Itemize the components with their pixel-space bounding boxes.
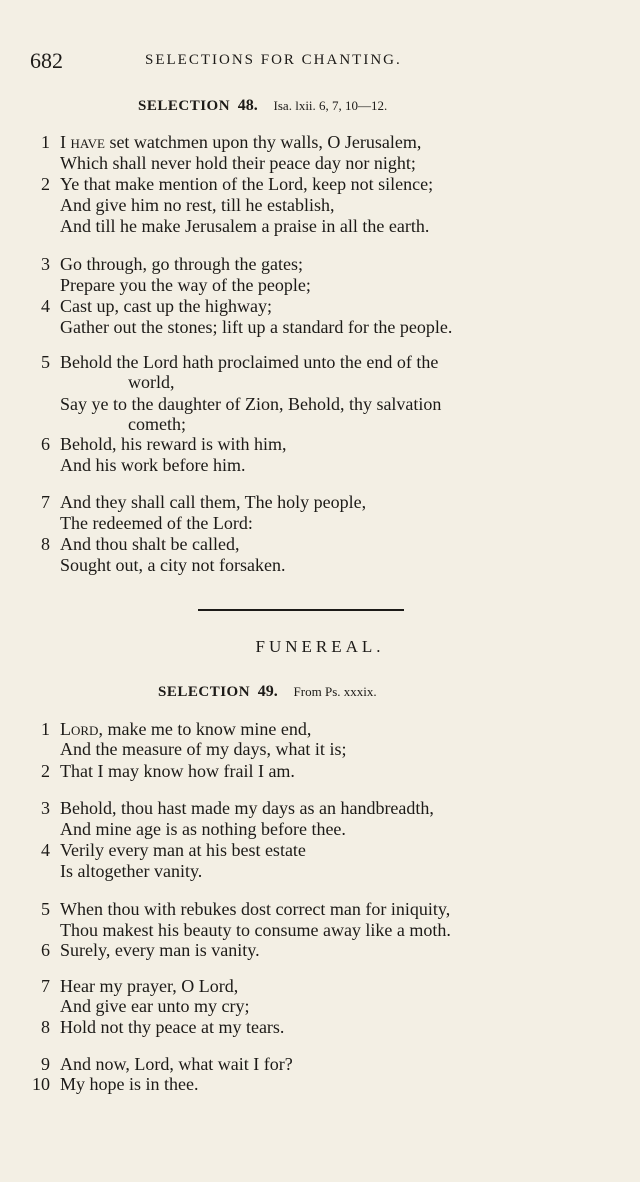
selection-label: SELECTION — [138, 98, 231, 114]
verse-number: 4 — [41, 296, 50, 316]
verse-number: 3 — [41, 254, 50, 274]
verse-text: Say ye to the daughter of Zion, Behold, thy salvation — [60, 394, 442, 414]
verse-text: Ye that make mention of the Lord, keep not silence; — [60, 174, 434, 194]
scripture-reference: Isa. lxii. 6, 7, 10—12. — [273, 98, 388, 113]
verse-text: And now, Lord, what wait I for? — [60, 1054, 293, 1074]
selection-number: 49. — [257, 683, 278, 700]
verse-text: That I may know how frail I am. — [60, 761, 295, 781]
selection-48-heading — [138, 97, 387, 115]
verse-text: Which shall never hold their peace day nor night; — [60, 153, 416, 173]
verse-number: 5 — [41, 352, 50, 372]
verse-text: Thou makest his beauty to consume away like a moth. — [60, 920, 451, 940]
section-title: FUNEREAL. — [255, 637, 385, 656]
verse-number: 9 — [41, 1054, 50, 1074]
verse-text: My hope is in thee. — [60, 1074, 199, 1094]
verse-text: When thou with rebukes dost correct man for iniquity, — [60, 899, 451, 919]
verse-text: Surely, every man is vanity. — [60, 940, 260, 960]
selection-number: 48. — [237, 97, 258, 114]
verse-text-rest: set watchmen upon thy walls, O Jerusalem, — [104, 132, 422, 152]
verse-number: 2 — [41, 761, 50, 781]
verse-number: 3 — [41, 798, 50, 818]
verse-number: 6 — [41, 434, 50, 454]
verse-number: 6 — [41, 940, 50, 960]
running-title: SELECTIONS FOR CHANTING. — [145, 52, 402, 68]
verse-text: Sought out, a city not forsaken. — [60, 555, 286, 575]
verse-text: And the measure of my days, what it is; — [60, 739, 347, 759]
verse-text: And give him no rest, till he establish, — [60, 195, 335, 215]
verse-text: cometh; — [128, 414, 186, 434]
verse-number: 8 — [41, 534, 50, 554]
verse-text: Behold, thou hast made my days as an handbreadth, — [60, 798, 434, 818]
verse-lead: I have — [60, 132, 105, 152]
verse-text: And thou shalt be called, — [60, 534, 240, 554]
verse-text: The redeemed of the Lord: — [60, 513, 253, 533]
verse-number: 2 — [41, 174, 50, 194]
page-number: 682 — [30, 48, 63, 73]
verse-text: Cast up, cast up the highway; — [60, 296, 272, 316]
verse-text: world, — [128, 372, 175, 392]
verse-text — [60, 718, 311, 740]
verse-number: 1 — [41, 132, 50, 152]
verse-text: Is altogether vanity. — [60, 861, 203, 881]
verse-text: And mine age is as nothing before thee. — [60, 819, 346, 839]
verse-number: 7 — [41, 492, 50, 512]
verse-text: And till he make Jerusalem a praise in all the earth. — [60, 216, 430, 236]
selection-49-heading — [158, 683, 377, 701]
verse-number: 4 — [41, 840, 50, 860]
running-head — [30, 48, 620, 76]
verse-text: Gather out the stones; lift up a standard for the people. — [60, 317, 453, 337]
section-divider — [198, 609, 404, 611]
verse-number: 7 — [41, 976, 50, 996]
selection-label: SELECTION — [158, 684, 251, 700]
verse-text: And his work before him. — [60, 455, 246, 475]
verse-number: 8 — [41, 1017, 50, 1037]
scripture-reference: From Ps. xxxix. — [293, 684, 377, 699]
verse-text: Behold the Lord hath proclaimed unto the end of the — [60, 352, 439, 372]
verse-text: Behold, his reward is with him, — [60, 434, 287, 454]
verse-number: 10 — [32, 1074, 50, 1094]
verse-lead: Lord — [60, 719, 99, 739]
verse-text: Hear my prayer, O Lord, — [60, 976, 239, 996]
verse-text: Hold not thy peace at my tears. — [60, 1017, 285, 1037]
verse-text: Go through, go through the gates; — [60, 254, 303, 274]
verse-text: Prepare you the way of the people; — [60, 275, 311, 295]
verse-text-rest: , make me to know mine end, — [98, 719, 312, 739]
verse-text: And give ear unto my cry; — [60, 996, 250, 1016]
verse-text: Verily every man at his best estate — [60, 840, 306, 860]
verse-text — [60, 131, 421, 153]
verse-number: 1 — [41, 719, 50, 739]
verse-number: 5 — [41, 899, 50, 919]
verse-text: And they shall call them, The holy people, — [60, 492, 367, 512]
